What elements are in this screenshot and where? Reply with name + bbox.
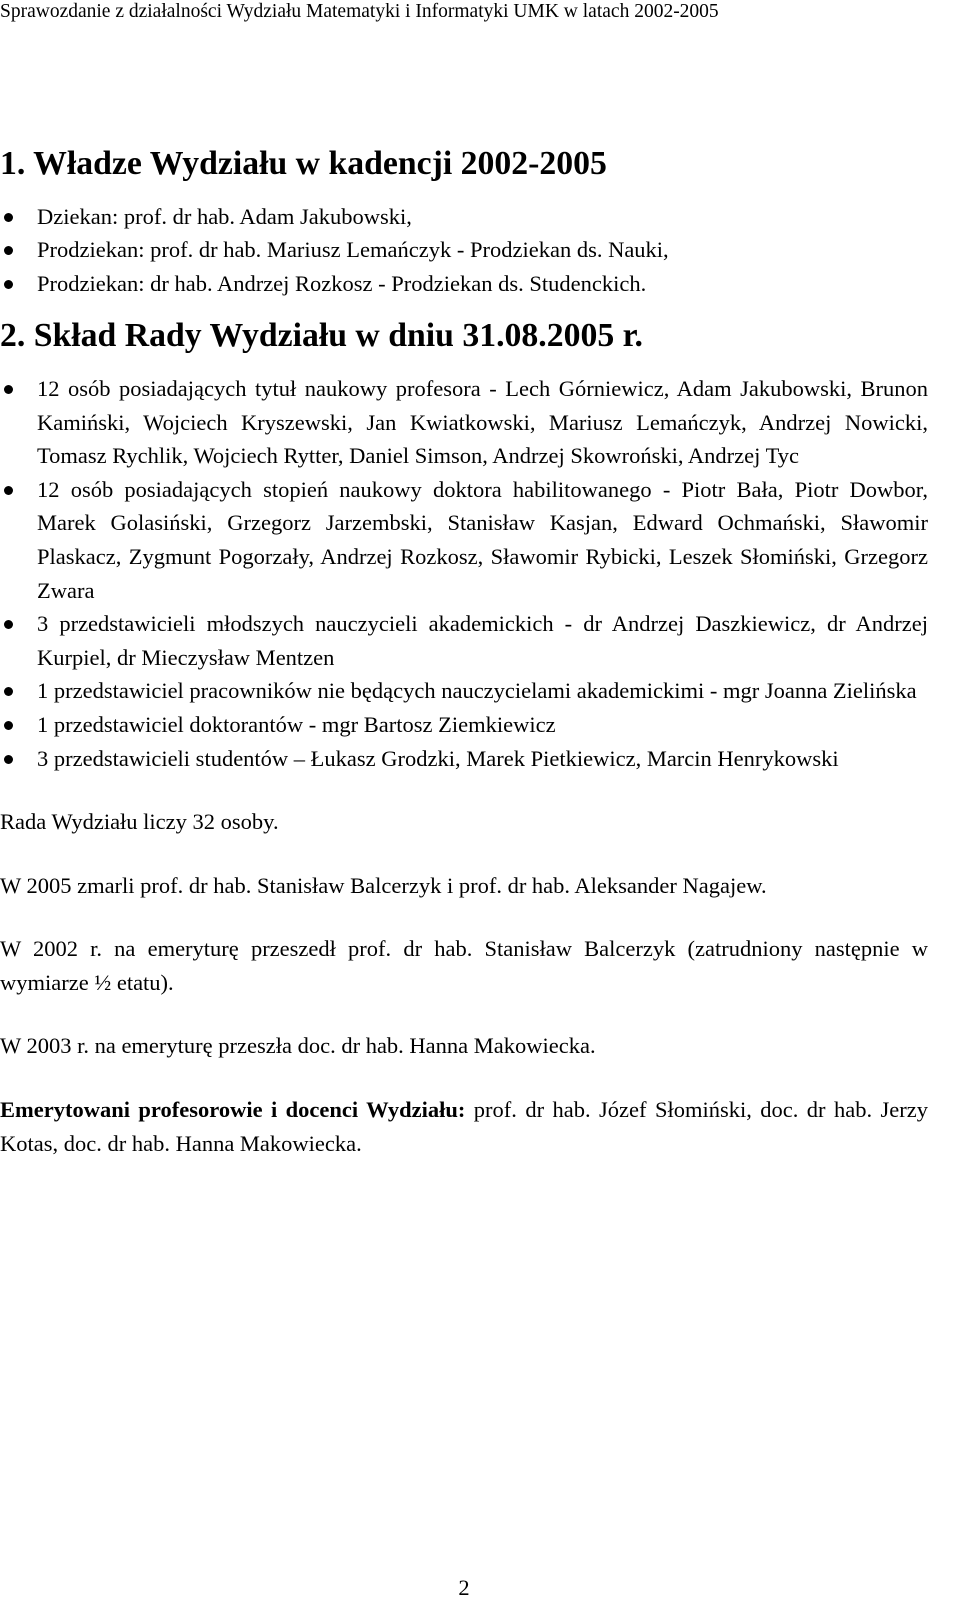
list-item-doctoral-students: 1 przedstawiciel doktorantów - mgr Bartosz Ziemkiewicz bbox=[0, 708, 928, 742]
section-heading-council: 2. Skład Rady Wydziału w dniu 31.08.2005 r. bbox=[0, 317, 643, 355]
emeriti-label: Emerytowani profesorowie i docenci Wydziału: bbox=[0, 1097, 466, 1123]
section-heading-authorities: 1. Władze Wydziału w kadencji 2002-2005 bbox=[0, 145, 607, 182]
list-item-dean: Dziekan: prof. dr hab. Adam Jakubowski, bbox=[0, 200, 928, 234]
list-item-habilitated-doctors: 12 osób posiadających stopień naukowy doktora habilitowanego - Piotr Bała, Piotr Dowbor, Marek Golasiński, Grzegorz Jarzembski, Stanisław Kasjan, Edward Ochmański, Sławomir Plaskacz, Zygmunt Pogorzały, Andrzej Rozkosz, Sławomir Rybicki, Leszek Słomiński, Grzegorz Zwara bbox=[0, 473, 928, 607]
list-item-vice-dean-science: Prodziekan: prof. dr hab. Mariusz Lemańczyk - Prodziekan ds. Nauki, bbox=[0, 233, 928, 267]
list-item-non-academic-staff: 1 przedstawiciel pracowników nie będących nauczycielami akademickimi - mgr Joanna Zielińska bbox=[0, 674, 928, 708]
emeriti-text: prof. dr hab. Józef Słomiński, doc. dr hab. Jerzy Kotas, doc. dr hab. Hanna Makowiecka. bbox=[0, 1097, 928, 1156]
council-count-paragraph: Rada Wydziału liczy 32 osoby. bbox=[0, 809, 279, 835]
deaths-paragraph: W 2005 zmarli prof. dr hab. Stanisław Balcerzyk i prof. dr hab. Aleksander Nagajew. bbox=[0, 872, 767, 898]
list-item-vice-dean-students: Prodziekan: dr hab. Andrzej Rozkosz - Prodziekan ds. Studenckich. bbox=[0, 267, 928, 301]
page-number: 2 bbox=[458, 1575, 470, 1600]
emeriti-paragraph bbox=[0, 1093, 928, 1160]
document-body bbox=[0, 147, 928, 1160]
retirement-2002-paragraph: W 2002 r. na emeryturę przeszedł prof. dr hab. Stanisław Balcerzyk (zatrudniony następnie w wymiarze ½ etatu). bbox=[0, 936, 928, 995]
list-item-students: 3 przedstawicieli studentów – Łukasz Grodzki, Marek Pietkiewicz, Marcin Henrykowski bbox=[0, 742, 928, 776]
council-list bbox=[0, 372, 928, 775]
list-item-junior-academics: 3 przedstawicieli młodszych nauczycieli akademickich - dr Andrzej Daszkiewicz, dr Andrzej Kurpiel, dr Mieczysław Mentzen bbox=[0, 607, 928, 674]
list-item-professors: 12 osób posiadających tytuł naukowy profesora - Lech Górniewicz, Adam Jakubowski, Brunon Kamiński, Wojciech Kryszewski, Jan Kwiatkowski, Mariusz Lemańczyk, Andrzej Nowicki, Tomasz Rychlik, Wojciech Rytter, Daniel Simson, Andrzej Skowroński, Andrzej Tyc bbox=[0, 372, 928, 473]
authorities-list bbox=[0, 200, 928, 301]
retirement-2003-paragraph: W 2003 r. na emeryturę przeszła doc. dr hab. Hanna Makowiecka. bbox=[0, 1033, 596, 1059]
running-header: Sprawozdanie z działalności Wydziału Matematyki i Informatyki UMK w latach 2002-2005 bbox=[0, 1, 719, 22]
